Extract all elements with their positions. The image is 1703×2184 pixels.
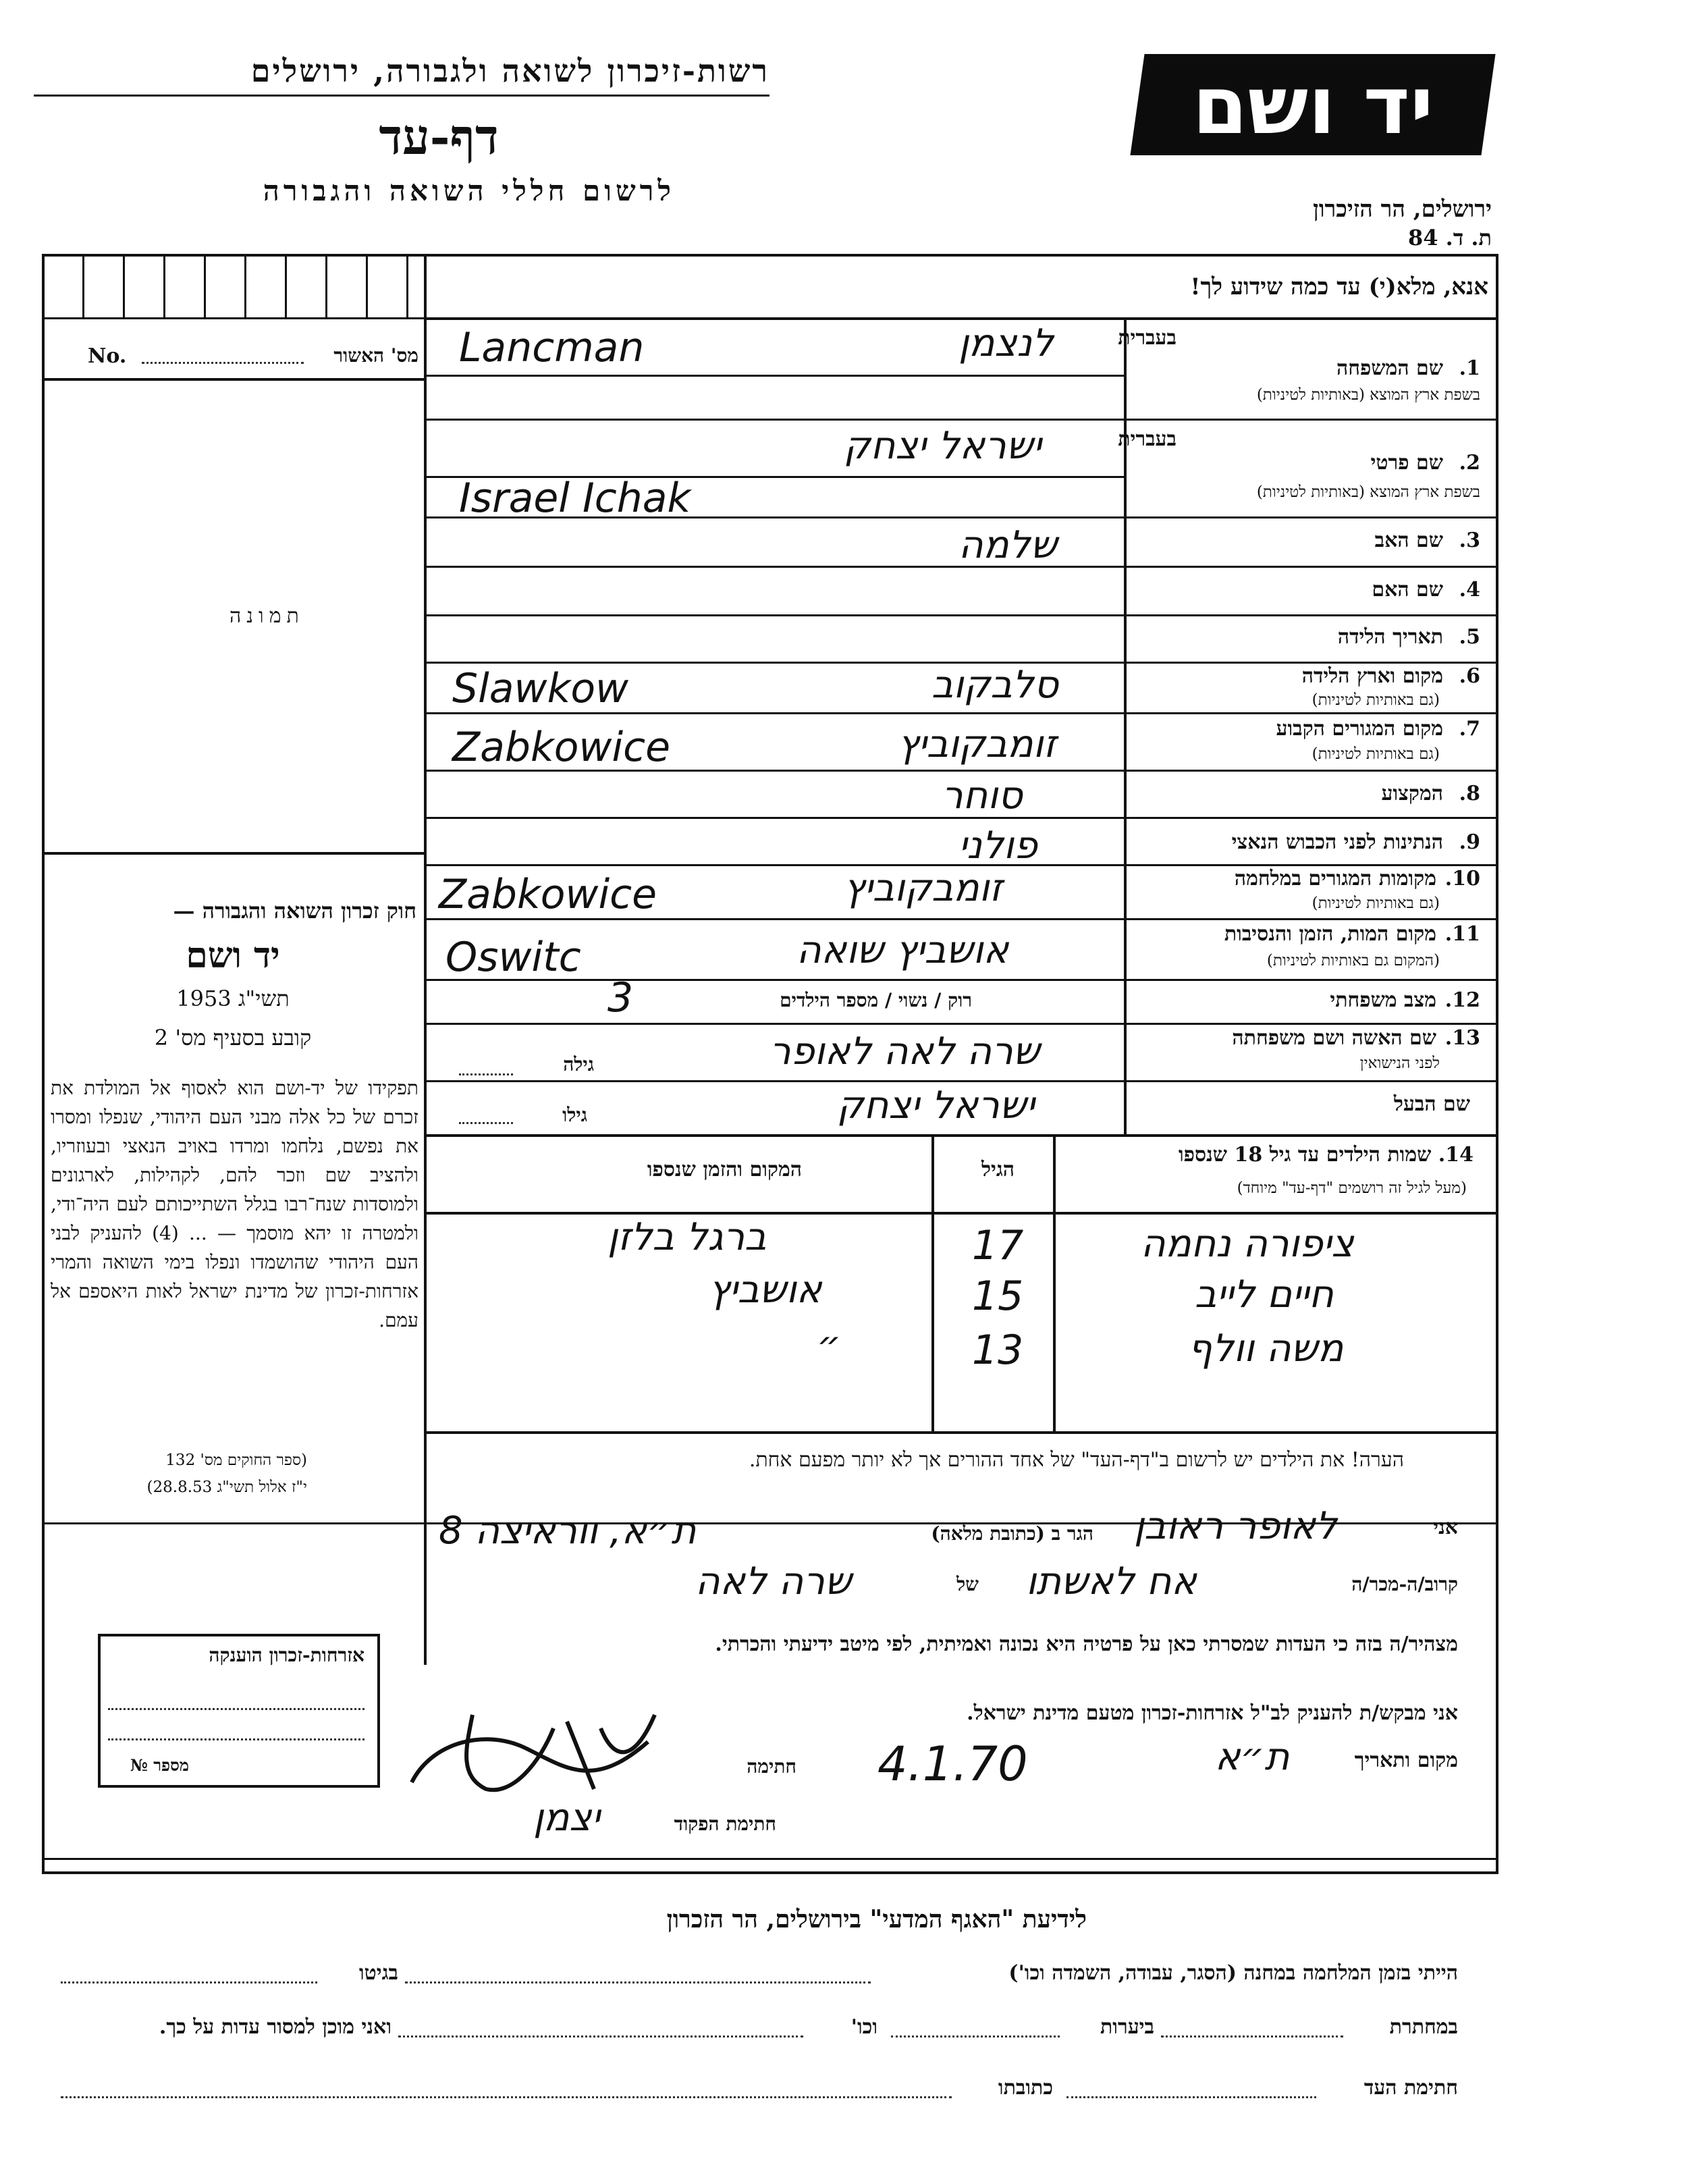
child-3-name: משה וולף [1188,1327,1344,1370]
child-2-name: חיים לייב [1195,1273,1334,1316]
children-title: 14. שמות הילדים עד גיל 18 שנספו [1178,1143,1474,1167]
birthplace-heb-value: סלבקוב [931,663,1058,707]
children-header-rule [424,1212,1498,1215]
rule-11 [424,979,1498,981]
place-value: ת״א [1215,1735,1290,1779]
form-subtitle: לרשום חללי השואה והגבורה [263,174,675,207]
frame-bottom [42,1871,1498,1874]
note-line: הערה! את הילדים יש לרשום ב"דף-העד" של אחד ההורים אך לא יותר מפעם אחת. [749,1448,1404,1472]
field-5-label: תאריך הלידה [1337,625,1443,649]
field-4-num: 4. [1459,578,1480,602]
field-1-lang-label: בעברית [1118,326,1177,350]
father-heb-value: שלמה [958,523,1058,567]
marital-options: רוק / נשוי / מספר הילדים [780,989,972,1011]
field-9-num: 9. [1459,830,1480,854]
field-1-latin-note: בשפת ארץ המוצא (באותיות לטיניות) [1256,386,1480,404]
profession-heb-value: סוחר [942,774,1023,818]
field-3-num: 3. [1459,529,1480,552]
signature-stroke [412,1715,655,1790]
field-13-num: 13. [1444,1026,1480,1050]
field-2-latin-note: בשפת ארץ המוצא (באותיות לטיניות) [1256,483,1480,501]
child-3-age: 13 [972,1327,1024,1374]
child-1-age: 17 [972,1222,1024,1269]
field-13-note: לפני הנישואין [1359,1055,1440,1072]
po-box: ת. ד. 84 [1408,225,1492,250]
children-bottom-rule [424,1431,1498,1434]
date-value: 4.1.70 [877,1736,1028,1792]
law-source-2: י"ז אלול תשי"ג 28.8.53) [146,1479,307,1496]
cert-ticks-bottom [42,317,424,319]
forests-dots [891,2035,1060,2037]
frame-right [1496,254,1498,1874]
war-residence-heb-value: זומבקוביץ [844,866,1003,910]
cert-tick-boxes [42,254,424,318]
citizenship-heb-value: פולני [958,824,1038,868]
photo-label: תמונה [229,604,304,628]
child-1-place: ברגל בלזן [607,1215,767,1259]
child-3-place: ״ [817,1323,842,1367]
law-source-1: (ספר החוקים מס' 132 [165,1451,307,1469]
field-3-label: שם האב [1374,529,1443,552]
children-note: (מעל לגיל זה רושמים "דף-עד" מיוחד) [1237,1179,1467,1197]
field-2-label: שם פרטי [1370,451,1443,475]
witness-sig-label: חתימת העד [1363,2076,1458,2100]
child-1-name: ציפורה נחמה [1141,1222,1354,1266]
husband-heb-value: ישראל יצחק [837,1084,1035,1127]
memorial-box-number: מספר № [130,1755,189,1775]
death-heb-value: אושביץ שואה [796,928,1009,972]
cert-no-label: מס' האשור [333,344,418,367]
relative-label: קרוב/ה-מכר/ה [1351,1573,1458,1595]
place-date-label: מקום ותאריך [1354,1749,1458,1772]
children-place-header: המקום והזמן שנספו [647,1158,802,1181]
memorial-box-line-2 [108,1738,364,1740]
field-8-label: המקצוע [1381,782,1443,805]
law-text: תפקידו של יד-ושם הוא לאסוף אל המולדת את זכרם של כל אלה מבני העם היהודי, שנפלו ומסרו את נפשם, נלחמו ומרדו באויב הנאצי ובעוזריו, ולהציב שם וזכר להם, לקהילות, לארגונים ולמוסדות שנח־רבו בגלל השתייכותם לעם היה־ודי, ולמטרה זו יהא מוסמך — ... (4) להעניק לבני העם היהודי שהושמדו ונפלו בימי השואה והמרי אזרחות-זכרון של מדינת ישראל לאות היאספם אל עמם. [51,1077,418,1331]
death-latin-value: Oswitc [445,934,581,981]
children-col-age [931,1134,934,1431]
frame-left [42,254,45,1874]
field-1-label: שם המשפחה [1336,356,1443,380]
field-4-label: שם האם [1372,578,1443,602]
divider-left-panel [424,254,427,1665]
witness-sig-dots [1066,2096,1316,2098]
org-underline [34,95,769,97]
forests-label: ביערות [1100,2015,1154,2039]
field-8-num: 8. [1459,782,1480,805]
wife-heb-value: שרה לאה לאופר [769,1030,1040,1073]
child-2-place: אושביץ [709,1268,822,1312]
field-5-num: 5. [1459,625,1480,649]
instruction: אנא, מלא(י) עד כמה שידוע לך! [1190,273,1488,300]
wife-age-dots [459,1073,513,1075]
underground-dots [1161,2035,1343,2037]
field-11-label: מקום המות, הזמן והנסיבות [1224,922,1436,946]
memorial-box-line-1 [108,1708,364,1710]
rule-6 [424,712,1498,714]
field-6-num: 6. [1459,664,1480,688]
bottom-line-1-dots [405,1981,871,1983]
relation-value: אח לאשתו [1026,1560,1197,1603]
photo-rule [42,852,424,855]
of-name-value: שרה לאה [695,1560,852,1603]
witness-signature [391,1688,675,1809]
field-12-label: מצב משפחתי [1330,988,1436,1012]
children-count-value: 3 [607,974,634,1021]
child-2-age: 15 [972,1273,1024,1320]
field-12-num: 12. [1444,988,1480,1012]
rule-1 [424,419,1498,421]
rule-12 [424,1023,1498,1025]
bottom-heading: לידיעת "האגף המדעי" בירושלים, הר הזכרון [666,1905,1087,1934]
law-section: קובע בסעיף מס' 2 [154,1025,312,1050]
etc-label: וכו' [850,2015,877,2039]
field-10-num: 10. [1444,867,1480,890]
residence-heb-value: זומבקוביץ [898,722,1057,766]
husband-label: שם הבעל [1393,1092,1470,1116]
memorial-box-title: אזרחות-זכרון הוענקה [209,1644,364,1666]
cert-no-prefix: No. [88,344,127,368]
husband-age-label: גילו [562,1104,587,1126]
residing-label: הגר ב (כתובת מלאה) [931,1522,1093,1545]
birthplace-latin-value: Slawkow [452,665,629,712]
official-sig-label: חתימת הפקוד [674,1813,776,1835]
rule-14 [424,1134,1498,1137]
underground-label: במחתרת [1389,2015,1458,2039]
war-residence-latin-value: Zabkowice [439,871,657,918]
ghetto-dots [61,1981,317,1983]
cert-no-rule [42,378,424,381]
law-name: יד ושם [186,935,280,976]
cert-no-dots [142,362,304,364]
etc-dots [398,2035,803,2037]
witness-address-dots [61,2096,952,2098]
logo-text: יד ושם [1192,59,1434,152]
given-heb-value: ישראל יצחק [844,424,1042,468]
instruction-rule [424,317,1498,320]
law-year: תשי"ג 1953 [176,986,290,1011]
decl-i-label: אני [1433,1516,1458,1539]
field-10-label: מקומות המגורים במלחמה [1234,867,1436,890]
address: ירושלים, הר הזיכרון [1313,196,1492,223]
children-age-header: הגיל [981,1158,1015,1181]
witness-name-value: לאופר ראובן [1134,1504,1337,1548]
witness-address-label: כתובתו [998,2076,1053,2100]
rule-1a [424,375,1124,377]
law-heading: חוק זכרון השואה והגבורה — [173,898,416,924]
rule-13 [424,1080,1498,1082]
request: אני מבקש/ת להעניק לב"ל אזרחות-זכרון מטעם מדינת ישראל. [967,1701,1458,1725]
official-sig-value: יצמן [533,1796,601,1840]
field-7-note: (גם באותיות לטיניות) [1312,745,1440,763]
bottom-double-rule [42,1858,1498,1860]
field-9-label: הנתינות לפני הכבוש הנאצי [1231,830,1443,854]
field-7-label: מקום המגורים הקבוע [1276,717,1443,741]
residence-latin-value: Zabkowice [452,724,671,771]
field-1-num: 1. [1459,356,1480,380]
field-6-note: (גם באותיות לטיניות) [1312,691,1440,709]
field-7-num: 7. [1459,717,1480,741]
ghetto-label: בגיטו [358,1961,398,1985]
statement: מצהיר/ה בזה כי העדות שמסרתי כאן על פרטיה היא נכונה ואמיתית, לפי מיטב ידיעתי והכרתי. [715,1632,1458,1656]
of-label: של [956,1573,979,1595]
form-title: דף-עד [379,108,499,165]
signature-label: חתימה [747,1755,796,1778]
husband-age-dots [459,1122,513,1124]
org-line: רשות-זיכרון לשואה ולגבורה, ירושלים [250,53,769,89]
field-2-num: 2. [1459,451,1480,475]
given-latin-value: Israel Ichak [459,475,691,522]
field-2-lang-label: בעברית [1118,427,1177,451]
witness-address-value: ת״א, ווראיצה 8 [439,1509,697,1553]
field-11-num: 11. [1444,922,1480,946]
bottom-line-1: הייתי בזמן המלחמה במחנה (הסגר, עבודה, השמדה וכו') [1008,1961,1458,1985]
ready-label: ואני מוכן למסור עדות על כך. [159,2015,391,2039]
rule-10 [424,918,1498,920]
field-10-note: (גם באותיות לטיניות) [1312,895,1440,912]
field-11-note: (המקום גם באותיות לטיניות) [1266,952,1440,969]
field-13-label: שם האשה ושם משפחתה [1232,1026,1436,1050]
surname-heb-value: לנצמן [958,321,1054,365]
rule-4 [424,614,1498,616]
surname-latin-value: Lancman [459,324,645,371]
field-6-label: מקום וארץ הלידה [1301,664,1443,688]
wife-age-label: גילה [563,1053,594,1075]
children-col-name [1053,1134,1056,1431]
